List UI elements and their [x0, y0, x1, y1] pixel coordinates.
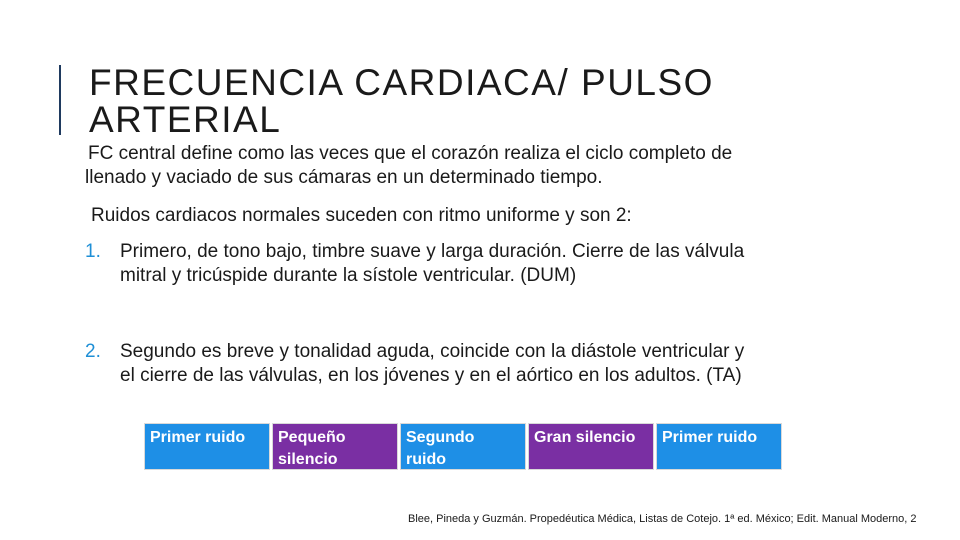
cycle-box-label-2: ruido: [406, 451, 446, 468]
list-item-line-2: mitral y tricúspide durante la sístole ventricular. (DUM): [120, 265, 577, 286]
cycle-box-label: Pequeño: [278, 429, 346, 446]
list-item: [85, 240, 865, 288]
list-item-line-2: el cierre de las válvulas, en los jóvenes y en el aórtico en los adultos. (TA): [120, 365, 742, 386]
cycle-box-label: Primer ruido: [150, 429, 246, 446]
list-number: 1.: [85, 241, 101, 262]
cycle-box-primer-ruido: [144, 423, 270, 470]
definition-paragraph: [85, 142, 848, 190]
cycle-box-pequeno-silencio: [272, 423, 398, 470]
numbered-list-item-2: [85, 340, 865, 388]
citation-footnote: Blee, Pineda y Guzmán. Propedéutica Médica, Listas de Cotejo. 1ª ed. México; Edit. Manual Moderno, 2: [408, 513, 917, 525]
cycle-box-primer-ruido-2: [656, 423, 782, 470]
slide-title: [89, 64, 714, 138]
list-item: [85, 340, 865, 388]
cycle-box-label-2: silencio: [278, 451, 338, 468]
cycle-box-segundo-ruido: [400, 423, 526, 470]
list-number: 2.: [85, 341, 101, 362]
intro-paragraph: Ruidos cardiacos normales suceden con ritmo uniforme y son 2:: [91, 205, 632, 226]
cycle-box-label: Segundo: [406, 429, 475, 446]
numbered-list-item-1: [85, 240, 865, 288]
slide-title-line-2: ARTERIAL: [89, 99, 282, 140]
slide-title-line-1: FRECUENCIA CARDIACA/ PULSO: [89, 62, 714, 103]
cycle-box-label: Gran silencio: [534, 429, 636, 446]
list-item-line-1: Segundo es breve y tonalidad aguda, coincide con la diástole ventricular y: [120, 341, 745, 362]
cycle-box-gran-silencio: [528, 423, 654, 470]
list-item-line-1: Primero, de tono bajo, timbre suave y larga duración. Cierre de las válvula: [120, 241, 745, 262]
definition-line-1: FC central define como las veces que el corazón realiza el ciclo completo de: [88, 143, 733, 164]
definition-line-2: llenado y vaciado de sus cámaras en un determinado tiempo.: [85, 167, 603, 188]
cycle-box-label: Primer ruido: [662, 429, 758, 446]
title-accent-bar: [59, 65, 61, 135]
